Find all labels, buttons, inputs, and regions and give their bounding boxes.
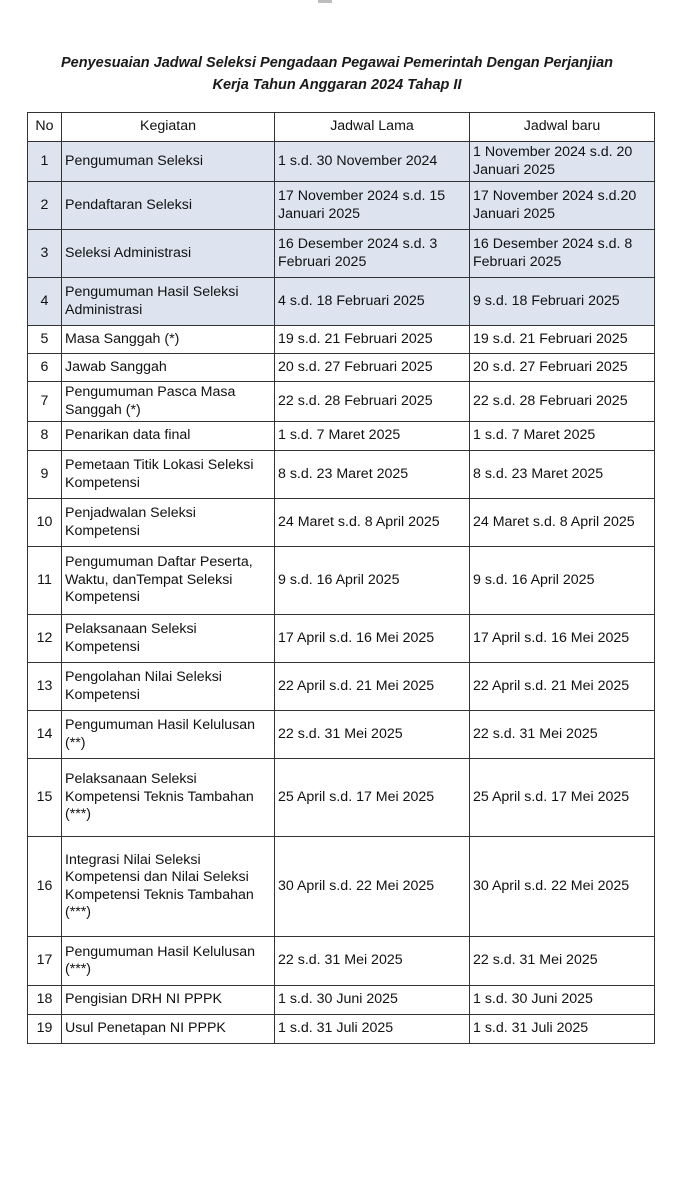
cell-jadwal-lama: 17 April s.d. 16 Mei 2025 <box>275 615 470 663</box>
cell-no: 18 <box>28 986 62 1015</box>
cell-no: 13 <box>28 663 62 711</box>
cell-jadwal-lama: 1 s.d. 30 Juni 2025 <box>275 986 470 1015</box>
cell-kegiatan: Pengumuman Pasca Masa Sanggah (*) <box>62 382 275 422</box>
header-jadwal-baru: Jadwal baru <box>470 113 655 142</box>
cell-jadwal-baru: 22 April s.d. 21 Mei 2025 <box>470 663 655 711</box>
cell-jadwal-lama: 19 s.d. 21 Februari 2025 <box>275 326 470 354</box>
cell-kegiatan: Pengumuman Seleksi <box>62 142 275 182</box>
cell-kegiatan: Seleksi Administrasi <box>62 230 275 278</box>
schedule-body <box>28 142 655 1044</box>
cell-jadwal-baru: 1 s.d. 31 Juli 2025 <box>470 1015 655 1044</box>
header-kegiatan: Kegiatan <box>62 113 275 142</box>
cell-no: 6 <box>28 354 62 382</box>
cell-jadwal-lama: 22 April s.d. 21 Mei 2025 <box>275 663 470 711</box>
cell-jadwal-baru: 9 s.d. 18 Februari 2025 <box>470 278 655 326</box>
cell-jadwal-lama: 25 April s.d. 17 Mei 2025 <box>275 759 470 837</box>
cell-no: 1 <box>28 142 62 182</box>
page-top-mark <box>318 0 332 3</box>
table-row <box>28 547 655 615</box>
cell-kegiatan: Usul Penetapan NI PPPK <box>62 1015 275 1044</box>
table-row <box>28 1015 655 1044</box>
cell-jadwal-baru: 22 s.d. 31 Mei 2025 <box>470 711 655 759</box>
cell-no: 8 <box>28 422 62 451</box>
title-line-2: Kerja Tahun Anggaran 2024 Tahap II <box>212 77 462 93</box>
cell-jadwal-lama: 30 April s.d. 22 Mei 2025 <box>275 837 470 937</box>
table-row <box>28 499 655 547</box>
header-jadwal-lama: Jadwal Lama <box>275 113 470 142</box>
cell-no: 2 <box>28 182 62 230</box>
table-row <box>28 986 655 1015</box>
cell-jadwal-lama: 17 November 2024 s.d. 15 Januari 2025 <box>275 182 470 230</box>
cell-jadwal-baru: 16 Desember 2024 s.d. 8 Februari 2025 <box>470 230 655 278</box>
cell-jadwal-baru: 17 April s.d. 16 Mei 2025 <box>470 615 655 663</box>
cell-no: 16 <box>28 837 62 937</box>
cell-jadwal-baru: 1 s.d. 7 Maret 2025 <box>470 422 655 451</box>
table-row <box>28 422 655 451</box>
cell-jadwal-baru: 22 s.d. 28 Februari 2025 <box>470 382 655 422</box>
cell-jadwal-lama: 1 s.d. 7 Maret 2025 <box>275 422 470 451</box>
cell-kegiatan: Pengumuman Hasil Kelulusan (**) <box>62 711 275 759</box>
cell-no: 15 <box>28 759 62 837</box>
table-row <box>28 326 655 354</box>
cell-no: 17 <box>28 937 62 986</box>
cell-no: 14 <box>28 711 62 759</box>
table-header-row <box>28 113 655 142</box>
cell-no: 11 <box>28 547 62 615</box>
cell-no: 19 <box>28 1015 62 1044</box>
cell-jadwal-baru: 24 Maret s.d. 8 April 2025 <box>470 499 655 547</box>
cell-no: 3 <box>28 230 62 278</box>
cell-no: 7 <box>28 382 62 422</box>
cell-kegiatan: Penarikan data final <box>62 422 275 451</box>
cell-no: 9 <box>28 451 62 499</box>
cell-kegiatan: Pengumuman Daftar Peserta, Waktu, danTempat Seleksi Kompetensi <box>62 547 275 615</box>
cell-kegiatan: Pendaftaran Seleksi <box>62 182 275 230</box>
cell-no: 4 <box>28 278 62 326</box>
table-row <box>28 711 655 759</box>
cell-jadwal-lama: 22 s.d. 31 Mei 2025 <box>275 937 470 986</box>
cell-kegiatan: Pengumuman Hasil Seleksi Administrasi <box>62 278 275 326</box>
header-no: No <box>28 113 62 142</box>
cell-jadwal-baru: 17 November 2024 s.d.20 Januari 2025 <box>470 182 655 230</box>
cell-jadwal-lama: 9 s.d. 16 April 2025 <box>275 547 470 615</box>
cell-kegiatan: Pemetaan Titik Lokasi Seleksi Kompetensi <box>62 451 275 499</box>
table-row <box>28 937 655 986</box>
document-title <box>0 52 674 96</box>
table-row <box>28 354 655 382</box>
cell-jadwal-baru: 19 s.d. 21 Februari 2025 <box>470 326 655 354</box>
cell-jadwal-lama: 16 Desember 2024 s.d. 3 Februari 2025 <box>275 230 470 278</box>
cell-jadwal-baru: 1 November 2024 s.d. 20 Januari 2025 <box>470 142 655 182</box>
cell-jadwal-lama: 4 s.d. 18 Februari 2025 <box>275 278 470 326</box>
cell-jadwal-baru: 9 s.d. 16 April 2025 <box>470 547 655 615</box>
cell-jadwal-baru: 8 s.d. 23 Maret 2025 <box>470 451 655 499</box>
cell-kegiatan: Pengolahan Nilai Seleksi Kompetensi <box>62 663 275 711</box>
cell-jadwal-baru: 20 s.d. 27 Februari 2025 <box>470 354 655 382</box>
cell-kegiatan: Jawab Sanggah <box>62 354 275 382</box>
cell-jadwal-lama: 20 s.d. 27 Februari 2025 <box>275 354 470 382</box>
cell-jadwal-baru: 22 s.d. 31 Mei 2025 <box>470 937 655 986</box>
cell-jadwal-baru: 25 April s.d. 17 Mei 2025 <box>470 759 655 837</box>
table-row <box>28 451 655 499</box>
cell-jadwal-baru: 30 April s.d. 22 Mei 2025 <box>470 837 655 937</box>
cell-kegiatan: Integrasi Nilai Seleksi Kompetensi dan Nilai Seleksi Kompetensi Teknis Tambahan (***) <box>62 837 275 937</box>
table-row <box>28 230 655 278</box>
cell-kegiatan: Masa Sanggah (*) <box>62 326 275 354</box>
cell-no: 12 <box>28 615 62 663</box>
table-row <box>28 837 655 937</box>
table-row <box>28 382 655 422</box>
cell-no: 10 <box>28 499 62 547</box>
cell-kegiatan: Pelaksanaan Seleksi Kompetensi Teknis Tambahan (***) <box>62 759 275 837</box>
cell-kegiatan: Penjadwalan Seleksi Kompetensi <box>62 499 275 547</box>
table-row <box>28 615 655 663</box>
schedule-table <box>27 112 655 1044</box>
table-row <box>28 759 655 837</box>
table-row <box>28 182 655 230</box>
title-line-1: Penyesuaian Jadwal Seleksi Pengadaan Pegawai Pemerintah Dengan Perjanjian <box>60 55 614 71</box>
table-row <box>28 663 655 711</box>
cell-jadwal-lama: 22 s.d. 31 Mei 2025 <box>275 711 470 759</box>
cell-kegiatan: Pelaksanaan Seleksi Kompetensi <box>62 615 275 663</box>
cell-kegiatan: Pengisian DRH NI PPPK <box>62 986 275 1015</box>
cell-kegiatan: Pengumuman Hasil Kelulusan (***) <box>62 937 275 986</box>
cell-jadwal-lama: 1 s.d. 31 Juli 2025 <box>275 1015 470 1044</box>
cell-no: 5 <box>28 326 62 354</box>
cell-jadwal-lama: 24 Maret s.d. 8 April 2025 <box>275 499 470 547</box>
cell-jadwal-baru: 1 s.d. 30 Juni 2025 <box>470 986 655 1015</box>
table-row <box>28 278 655 326</box>
table-row <box>28 142 655 182</box>
cell-jadwal-lama: 1 s.d. 30 November 2024 <box>275 142 470 182</box>
cell-jadwal-lama: 8 s.d. 23 Maret 2025 <box>275 451 470 499</box>
cell-jadwal-lama: 22 s.d. 28 Februari 2025 <box>275 382 470 422</box>
